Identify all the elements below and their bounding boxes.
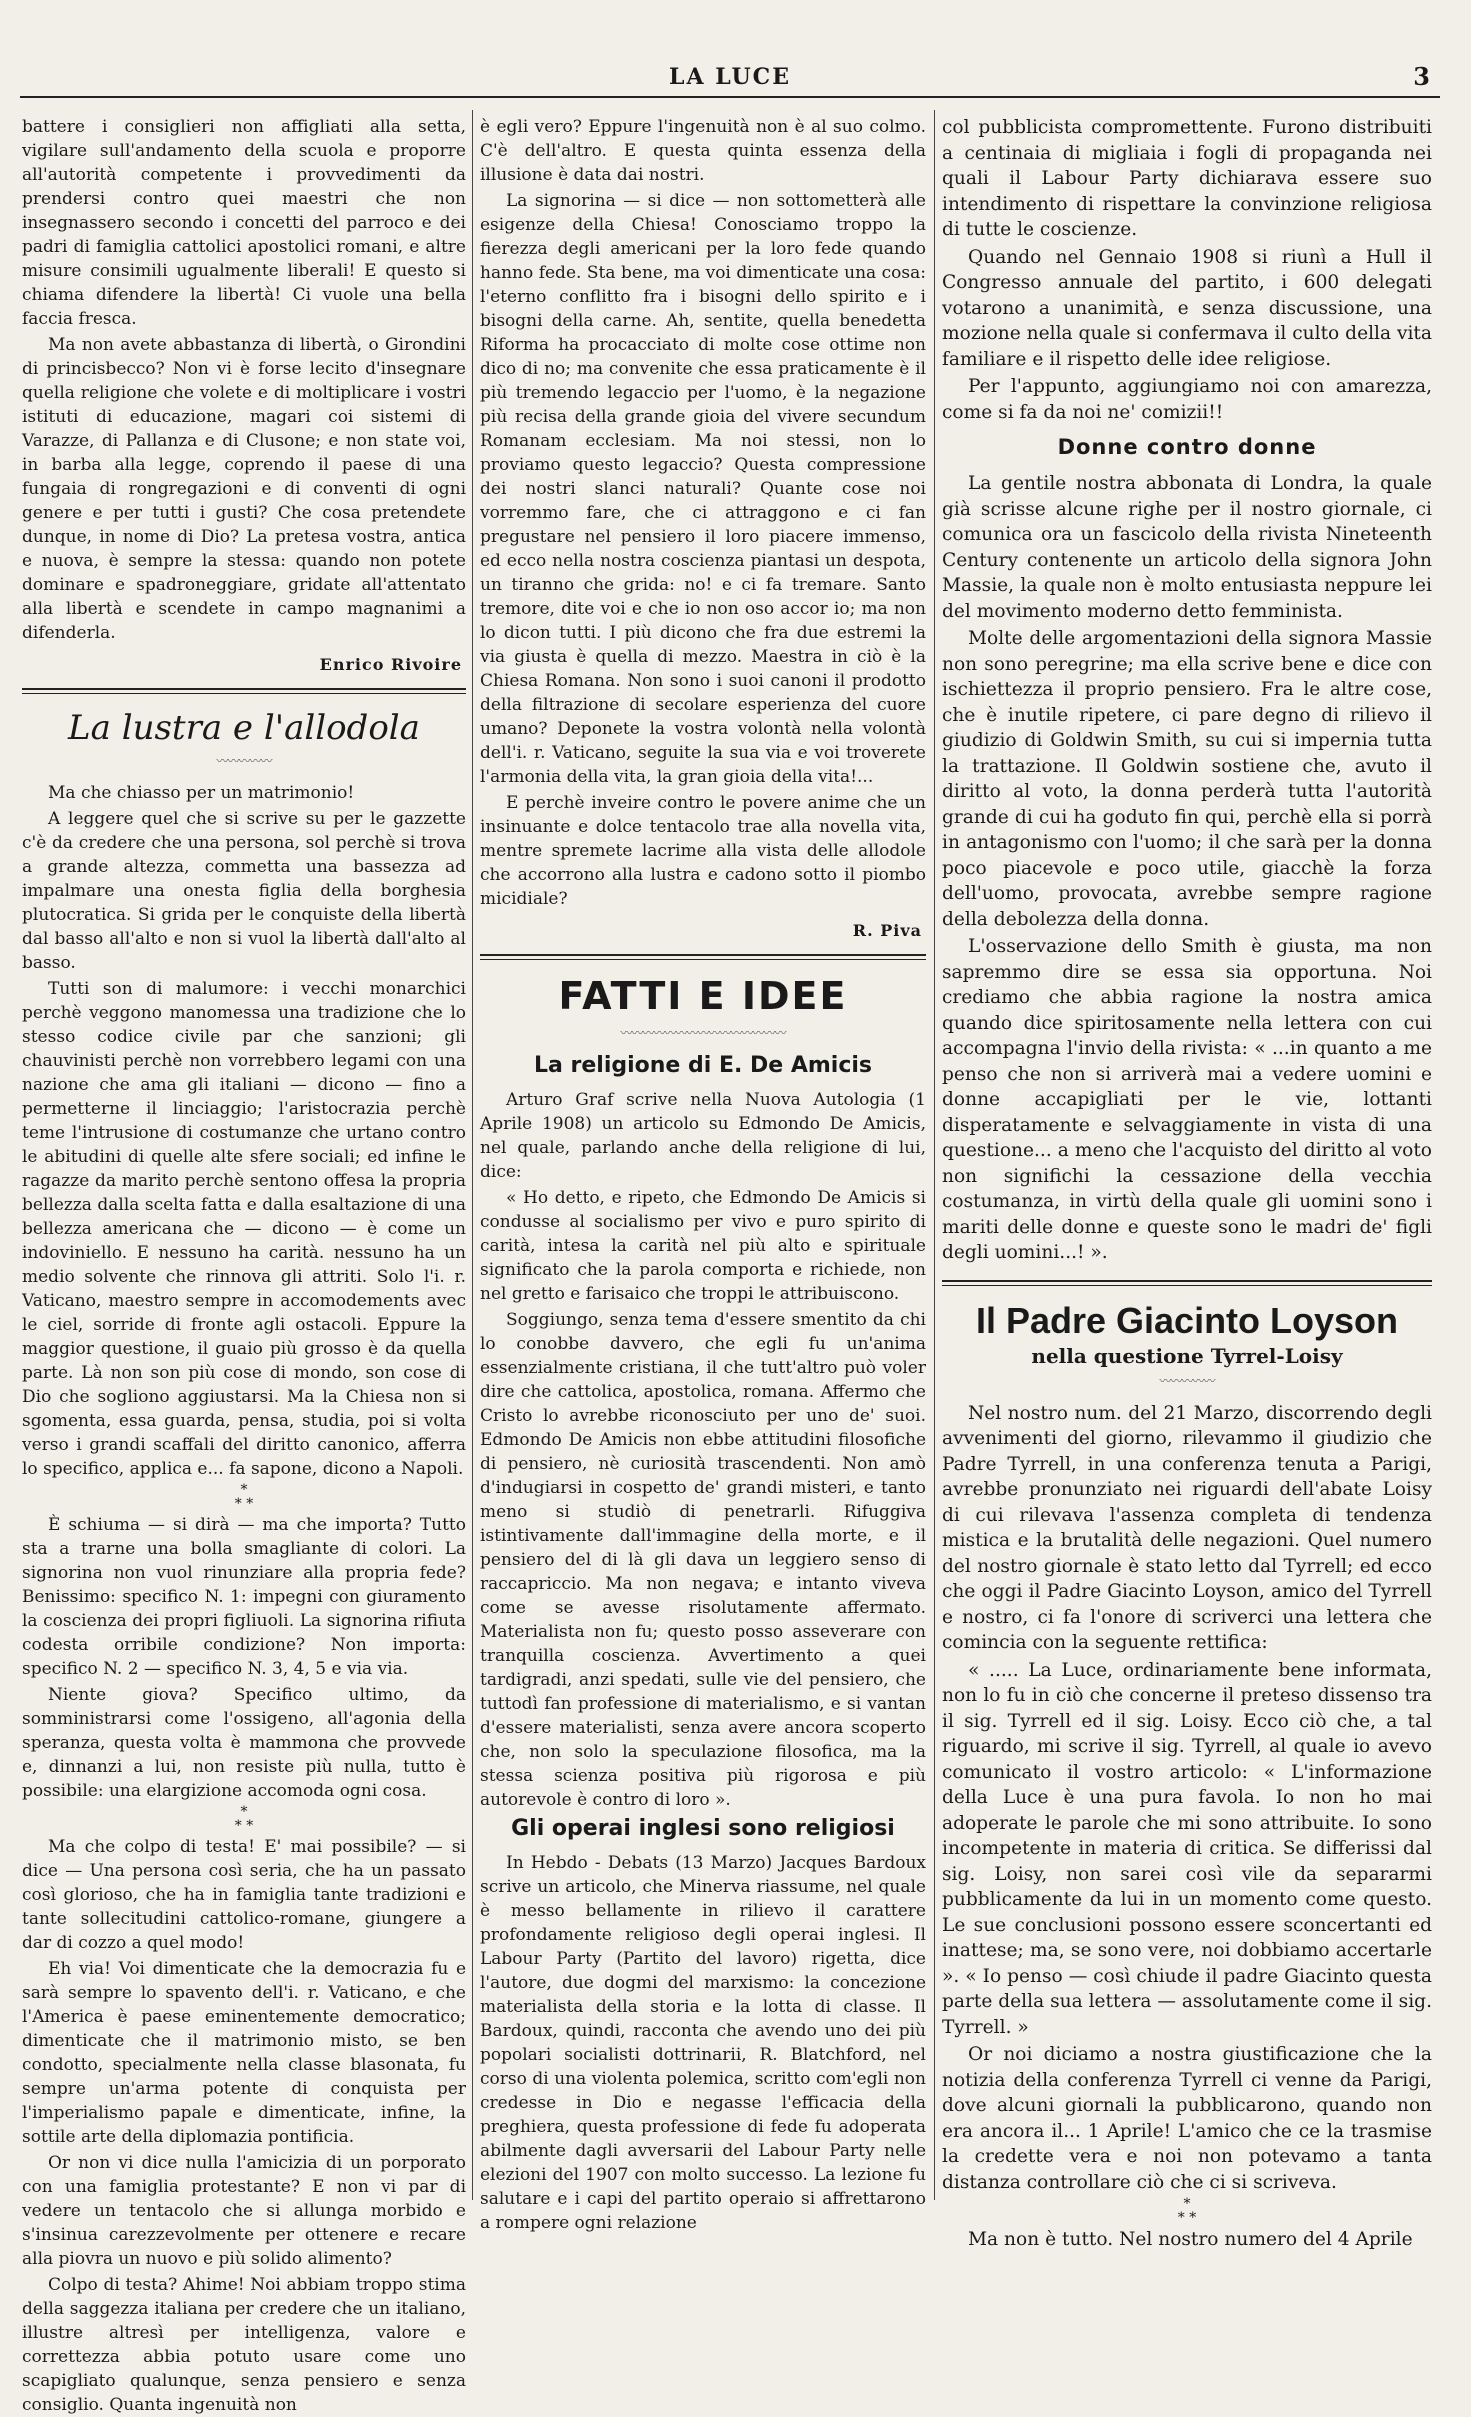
ornament-divider: 〰〰〰〰〰	[1159, 1373, 1215, 1388]
newspaper-title: LA LUCE	[669, 64, 791, 90]
paragraph: Or non vi dice nulla l'amicizia di un porporato con una famiglia protestante? E non vi par di vedere un tentacolo che si allunga morbido e s'insinua carezzevolmente per ottenere e recare alla piovra un nuovo e più solido alimento?	[22, 2153, 466, 2269]
paragraph: La signorina — si dice — non sottometterà alle esigenze della Chiesa! Conosciamo troppo la fierezza degli americani per la loro fede quando hanno fede. Sta bene, ma voi dimenticate una cosa: l'eterno conflitto fra i bisogni dello spirito e i bisogni della carne. Ah, sentite, quella benedetta Riforma ha procacciato di molte cose ottime non dico di no; ma convenite che essa praticamente è il più tremendo legaccio per l'uomo, è la negazione più recisa della grande gioia del vivere secundum Romanam ecclesiam. Ma noi stessi, non lo proviamo questo legaccio? Questa compressione dei nostri slanci naturali? Quante cose noi vorremmo fare, che ci attraggono e ci fan pregustare nel pensiero il loro piacere immenso, ed ecco nella nostra coscienza piantasi un despota, un tiranno che grida: no! e ci fa tremare. Santo tremore, dite voi e che io non oso accor io; ma non lo dicon tutti. I più dicono che fra due estremi la via giusta è quella di mezzo. Maestra in ciò è la Chiesa Romana. Non sono i suoi canoni il prodotto della filtrazione di secolare esperienza del cuore umano? Deponete la vostra volontà nella volontà dell'i. r. Vaticano, seguite la sua via e voi troverete l'armonia della vita, la gran gioia della vita!...	[480, 191, 926, 787]
paragraph: Per l'appunto, aggiungiamo noi con amarezza, come si fa da noi ne' comizii!!	[942, 376, 1432, 423]
article-heading: Gli operai inglesi sono religiosi	[511, 1816, 895, 1841]
paragraph: In Hebdo - Debats (13 Marzo) Jacques Bardoux scrive un articolo, che Minerva riassume, nel quale è messo bellamente in rilievo il carattere profondamente religioso degli operai inglesi. Il Labour Party (Partito del lavoro) rigetta, dice l'autore, due dogmi del marxismo: la concezione materialista della storia e la lotta di classe. Il Bardoux, quindi, racconta che avendo uno dei più popolari socialisti dottrinarii, R. Blatchford, nel corso di una violenta polemica, scritto com'egli non credesse in Dio e negasse l'efficacia della preghiera, questa professione di fede fu adoperata abilmente dagli avversarii del Labour Party nelle elezioni del 1907 con molto successo. La lezione fu salutare e i capi del partito operaio si affrettarono a rompere ogni relazione	[480, 1853, 926, 2233]
column-divider	[934, 110, 935, 2200]
paragraph: Molte delle argomentazioni della signora Massie non sono peregrine; ma ella scrive bene e dice con ischiettezza il proprio pensiero. Fra le altre cose, che è inutile ripetere, ci pare degno di rilievo il giudizio di Goldwin Smith, su cui si impernia tutta la trattazione. Il Goldwin sostiene che, avuto il diritto al voto, la donna perderà tutta l'autorità grande di cui ha goduto fin qui, perchè ella si porrà in antagonismo con l'uomo; il che sarà per la donna poco piacevole e poco utile, giacchè la forza dell'uomo, provocata, avrebbe sempre ragione della debolezza della donna.	[942, 628, 1432, 930]
paragraph: battere i consiglieri non affigliati alla setta, vigilare sull'andamento della scuola e proporre all'autorità competente i provvedimenti da prendersi contro quei maestri che non insegnassero secondo i concetti del parroco e dei padri di famiglia cattolici apostolici romani, e altre misure consimili ugualmente liberali! E questo si chiama difendere la libertà! Ci vuole una bella faccia fresca.	[22, 117, 466, 329]
paragraph: « Ho detto, e ripeto, che Edmondo De Amicis si condusse al socialismo per vivo e puro spirito di carità, intesa la carità nel più alto e spirituale significato che la parola comporta e richiede, non nel gretto e farisaico che troppi le attribuiscono.	[480, 1188, 926, 1304]
paragraph: Quando nel Gennaio 1908 si riunì a Hull il Congresso annuale del partito, i 600 delegati votarono a unanimità, e senza discussione, una mozione nella quale si confermava il culto della vita familiare e il rispetto delle idee religiose.	[942, 246, 1432, 370]
article-heading: La religione di E. De Amicis	[533, 1053, 873, 1078]
section-rule	[480, 954, 926, 960]
article-heading: Donne contro donne	[1057, 435, 1317, 459]
paragraph: Eh via! Voi dimenticate che la democrazia fu e sarà sempre lo spavento dell'i. r. Vaticano, e che l'America è paese eminentemente democratico; dimenticate che il matrimonio misto, se ben condotto, specialmente nella classe blasonata, fu sempre un'arma potente di conquista per l'imperialismo papale e dimenticate, infine, la sottile arte della diplomazia pontificia.	[22, 1959, 466, 2147]
paragraph: Ma non è tutto. Nel nostro numero del 4 Aprile	[968, 2229, 1413, 2250]
section-heading: FATTI E IDEE	[558, 974, 848, 1018]
column-left	[22, 115, 466, 2415]
signature: R. Piva	[852, 921, 922, 940]
paragraph: Niente giova? Specifico ultimo, da somministrarsi come l'ossigeno, all'agonia della speranza, questa volta è mammona che provvede e, dinnanzi a lui, non resiste più nulla, tutto è possibile: una elargizione accomoda ogni cosa.	[22, 1685, 466, 1801]
paragraph: La gentile nostra abbonata di Londra, la quale già scrisse alcune righe per il nostro giornale, ci comunica ora un fascicolo della rivista Nineteenth Century contenente un articolo della signora John Massie, la quale non è molto entusiasta neppure lei del movimento moderno detto femminista.	[942, 473, 1432, 622]
paragraph: Colpo di testa? Ahime! Noi abbiam troppo stima della saggezza italiana per credere che un italiano, illustre altresì per intelligenza, valore e correttezza abbia potuto usare come uno scapigliato qualunque, senza pensiero e senza consiglio. Quanta ingenuità non	[22, 2275, 466, 2415]
section-rule	[22, 688, 466, 694]
asterism: * * *	[234, 1804, 254, 1834]
column-middle	[480, 115, 926, 2233]
signature: Enrico Rivoire	[319, 655, 462, 674]
article-heading: Il Padre Giacinto Loyson	[975, 1299, 1399, 1341]
paragraph: Or noi diciamo a nostra giustificazione che la notizia della conferenza Tyrrell ci venne da Parigi, dove alcuni giornali la pubblicarono, quando non era ancora il... 1 Aprile! L'amico che ce la trasmise la credette vera e noi non potevamo a tanta distanza controllare ciò che ci si scriveva.	[942, 2044, 1432, 2193]
paragraph: Ma che colpo di testa! E' mai possibile? — si dice — Una persona così seria, che ha un passato così glorioso, che ha in famiglia tante tradizioni e tante sollecitudini cattolico-romane, giungere a dar di cozzo a quel modo!	[22, 1837, 466, 1953]
article-heading: La lustra e l'allodola	[68, 708, 420, 748]
article-subheading: nella questione Tyrrel-Loisy	[1031, 1343, 1343, 1368]
asterism: * * *	[234, 1482, 254, 1512]
paragraph: Arturo Graf scrive nella Nuova Autologia (1 Aprile 1908) un articolo su Edmondo De Amicis, nel quale, parlando anche della religione di lui, dice:	[480, 1090, 926, 1182]
column-divider	[472, 110, 473, 2200]
page-number: 3	[1413, 62, 1430, 91]
paragraph: Soggiungo, senza tema d'essere smentito da chi lo conobbe davvero, che egli fu un'anima essenzialmente cristiana, il che tutt'altro può voler dire che cattolica, apostolica, romana. Affermo che Cristo lo avrebbe riconosciuto per uno de' suoi. Edmondo De Amicis non ebbe attitudini filosofiche di pensiero, nè curiosità trascendenti. Non amò d'indugiarsi in cospetto de' grandi misteri, e tanto meno si studiò di penetrarli. Rifuggiva istintivamente dall'immagine della morte, e il pensiero del di là gli dava un leggiero senso di raccapriccio. Ma non negava; e intanto viveva come se avesse risolutamente affermato. Materialista non fu; questo posso asseverare con tranquilla coscienza. Avvertimento a quei tardigradi, anzi spedati, sulle vie del pensiero, che tuttodì fan professione di materialismo, e si vantan d'essere materialisti, senza avere ancora scoperto che, non solo la speculazione filosofica, ma la stessa scienza positiva più rigorosa e più autorevole è contro di loro ».	[480, 1310, 926, 1810]
ornament-divider: 〰〰〰〰〰	[216, 754, 272, 768]
paragraph: È schiuma — si dirà — ma che importa? Tutto sta a trarne una bolla smagliante di colori. La signorina non vuol rinunziare alla propria fede? Benissimo: specifico N. 1: impegni con giuramento la coscienza dei propri figliuoli. La signorina rifiuta codesta orribile condizione? Non importa: specifico N. 2 — specifico N. 3, 4, 5 e via via.	[22, 1515, 466, 1679]
ornament-divider: 〰〰〰〰〰〰〰〰〰〰〰〰〰〰〰	[620, 1026, 786, 1040]
paragraph: E perchè inveire contro le povere anime che un insinuante e dolce tentacolo trae alla novella vita, mentre spremete lacrime alla vista delle allodole che accorrono alla lustra e cadono sotto il piombo micidiale?	[480, 793, 926, 909]
page-header	[20, 60, 1440, 98]
paragraph: è egli vero? Eppure l'ingenuità non è al suo colmo. C'è dell'altro. E questa quinta essenza della illusione è data dai nostri.	[480, 117, 926, 185]
column-right	[942, 115, 1432, 2250]
section-rule	[942, 1280, 1432, 1286]
asterism: * * *	[1177, 2196, 1197, 2226]
paragraph: Tutti son di malumore: i vecchi monarchici perchè veggono manomessa una tradizione che lo stesso codice civile par che sanzioni; gli chauvinisti perchè non vorrebbero legami con una nazione che ama gli italiani — dicono — fino a permetterne il linciaggio; l'aristocrazia perchè teme l'intrusione di costumanze che urtano contro le abitudini di quelle alte sfere sociali; ed infine le ragazze da marito perchè sentono offesa la propria bellezza dalla scelta fatta e dalla esaltazione di una bellezza americana che — dicono — è come un indoviniello. E nessuno ha carità. nessuno ha un medio solvente che rinnova gli attriti. Solo l'i. r. Vaticano, maestro sempre in accomodements avec le ciel, sorride di fronte agli ostacoli. Eppure la maggior questione, il guaio più grosso è da quella parte. Là non son più cose di mondo, son cose di Dio che sogliono aggiustarsi. Ma la Chiesa non si sgomenta, essa guarda, pensa, studia, poi si volta verso i grandi scaffali del diritto canonico, afferra lo specifico, applica e... fa sapone, dicono a Napoli.	[22, 979, 466, 1479]
paragraph: Nel nostro num. del 21 Marzo, discorrendo degli avvenimenti del giorno, rilevammo il giudizio che Padre Tyrrell, in una conferenza tenuta a Parigi, avrebbe pronunziato nei riguardi dell'abate Loisy di cui rilevava l'assenza completa di tendenza mistica e la brutalità delle negazioni. Quel numero del nostro giornale è stato letto dal Tyrrell; ed ecco che oggi il Padre Giacinto Loyson, amico del Tyrrell e nostro, ci fa l'onore di scriverci una lettera che comincia con la seguente rettifica:	[942, 1402, 1432, 1653]
paragraph: « ..... La Luce, ordinariamente bene informata, non lo fu in ciò che concerne il preteso dissenso tra il sig. Tyrrell ed il sig. Loisy. Ecco ciò che, a tal riguardo, mi scrive il sig. Tyrrell, al quale io avevo comunicato il vostro articolo: « L'informazione della Luce è una pura favola. Io non ho mai adoperate le parole che mi sono attribuite. Io sono incompetente in materia di critica. Se differissi dal sig. Loisy, non sarei così vile da separarmi pubblicamente da lui in un momento come questo. Le sue conclusioni possono essere sconcertanti ed inattese; ma, se sono vere, noi dobbiamo accertarle ». « Io penso — così chiude il padre Giacinto questa parte della sua lettera — assolutamente come il sig. Tyrrell. »	[942, 1659, 1432, 2038]
paragraph: Ma che chiasso per un matrimonio!	[48, 783, 355, 803]
paragraph: L'osservazione dello Smith è giusta, ma non sapremmo dire se essa sia opportuna. Noi crediamo che abbia ragione la nostra amica quando dice spiritosamente nella lettera con cui accompagna l'invio della rivista: « ...in quanto a me penso che non si arriverà mai a vedere uomini e donne accapigliati per le vie, lottanti disperatamente e selvaggiamente in vista di una questione... a meno che l'acquisto del diritto al voto non significhi la cessazione della vecchia costumanza, in virtù della quale gli uomini sono i mariti delle donne e queste sono le madri de' figli degli uomini...! ».	[942, 936, 1432, 1263]
paragraph: A leggere quel che si scrive su per le gazzette c'è da credere che una persona, sol perchè si trova a grande altezza, commetta una bassezza ad impalmare una onesta figlia della borghesia plutocratica. Si grida per le conquiste della libertà dal basso all'alto e non si vuol la libertà dall'alto al basso.	[22, 809, 466, 973]
paragraph: Ma non avete abbastanza di libertà, o Girondini di princisbecco? Non vi è forse lecito d'insegnare quella religione che volete e di moltiplicare i vostri istituti di educazione, magari coi sistemi di Varazze, di Pallanza e di Clusone; e non state voi, in barba alla legge, coprendo il paese di una fungaia di rongregazioni e di conventi di ogni genere e per tutti i gusti? Che cosa pretendete dunque, in nome di Dio? La pretesa vostra, antica e nuova, è sempre la stessa: quando non potete dominare e spadroneggiare, gridate all'attentato alla libertà e scendete in campo magnanimi a difenderla.	[22, 335, 466, 643]
paragraph: col pubblicista compromettente. Furono distribuiti a centinaia di migliaia i fogli di propaganda nei quali il Labour Party dichiarava essere suo intendimento di rispettare la convinzione religiosa di tutte le coscienze.	[942, 117, 1432, 240]
